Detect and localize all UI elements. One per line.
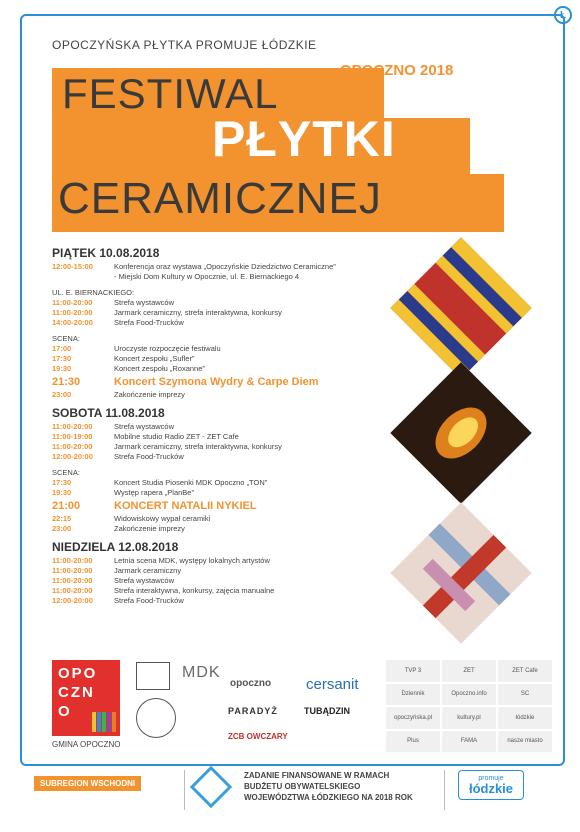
row-time: 17:00 xyxy=(52,344,72,353)
schedule-row xyxy=(52,432,392,442)
headline-concert-row xyxy=(52,374,392,390)
sponsor-logo: FAMA xyxy=(442,731,496,753)
row-desc: Zakończenie imprezy xyxy=(114,390,185,399)
row-desc: Koncert zespołu „Sufler” xyxy=(114,354,195,363)
schedule-row xyxy=(52,586,392,596)
row-time xyxy=(52,272,114,282)
schedule-row xyxy=(52,556,392,566)
opoczno-logo xyxy=(52,660,120,736)
poster-footer xyxy=(0,768,580,832)
funding-note xyxy=(244,770,413,803)
poster-subtitle: OPOCZYŃSKA PŁYTKA PROMUJE ŁÓDZKIE xyxy=(52,38,317,52)
schedule-row xyxy=(52,566,392,576)
sponsor-logo: Plus xyxy=(386,731,440,753)
row-desc: Jarmark ceramiczny, strefa interaktywna, konkursy xyxy=(114,308,282,317)
funding-line: ZADANIE FINANSOWANE W RAMACH xyxy=(244,771,390,780)
budget-logo-icon xyxy=(190,766,232,808)
library-logo xyxy=(136,698,176,738)
title-ceramicznej: CERAMICZNEJ xyxy=(58,174,382,223)
row-desc: Strefa interaktywna, konkursy, zajęcia manualne xyxy=(114,586,275,595)
footer-divider xyxy=(444,770,445,810)
cersanit-logo: cersanit xyxy=(306,676,359,693)
row-desc: - Miejski Dom Kultury w Opocznie, ul. E. Biernackiego 4 xyxy=(114,272,300,281)
promuje-lodzkie-logo xyxy=(458,770,524,800)
sponsor-logo: łódzkie xyxy=(498,707,552,729)
museum-logo xyxy=(136,662,170,690)
schedule-row xyxy=(52,422,392,432)
zcb-owczary-logo: ZCB OWCZARY xyxy=(228,732,288,741)
row-time: 11:00-20:00 xyxy=(52,586,93,595)
row-time: 11:00-20:00 xyxy=(52,308,93,317)
row-time: 17:30 xyxy=(52,478,72,487)
logo-text: CZN xyxy=(58,684,95,701)
schedule-row xyxy=(52,344,392,354)
row-time: 11:00-19:00 xyxy=(52,432,93,441)
gmina-label: GMINA OPOCZNO xyxy=(52,740,121,749)
row-desc: Koncert Szymona Wydry & Carpe Diem xyxy=(114,376,319,388)
paradyz-logo: PARADYŻ xyxy=(228,706,278,716)
schedule-row xyxy=(52,576,392,586)
schedule-row xyxy=(52,262,392,272)
sponsor-logo: SC xyxy=(498,684,552,706)
row-time: 23:00 xyxy=(52,524,72,533)
saturday-heading: SOBOTA 11.08.2018 xyxy=(52,406,165,420)
media-sponsors xyxy=(386,660,552,752)
row-desc: Koncert Studia Piosenki MDK Opoczno „TON” xyxy=(114,478,268,487)
row-desc: Strefa wystawców xyxy=(114,576,175,585)
schedule-row xyxy=(52,390,392,400)
schedule-row xyxy=(52,318,392,328)
schedule-row xyxy=(52,488,392,498)
row-time: 19:30 xyxy=(52,488,72,497)
row-desc: Występ rapera „PlanBe” xyxy=(114,488,194,497)
schedule-row xyxy=(52,478,392,488)
funding-line: WOJEWÓDZTWA ŁÓDZKIEGO NA 2018 ROK xyxy=(244,793,413,802)
opoczno-brand-logo: opoczno xyxy=(230,678,272,689)
row-time: 12:00-20:00 xyxy=(52,452,93,461)
row-desc: Jarmark ceramiczny xyxy=(114,566,182,575)
sponsor-logo: nasze miasto xyxy=(498,731,552,753)
row-desc: KONCERT NATALII NYKIEL xyxy=(114,500,257,512)
row-time: 11:00-20:00 xyxy=(52,576,93,585)
footer-divider xyxy=(184,770,185,810)
row-desc: Letnia scena MDK, występy lokalnych artystów xyxy=(114,556,270,565)
sponsor-logo: Dziennik xyxy=(386,684,440,706)
row-time: 21:00 xyxy=(52,500,81,512)
sponsor-logo: TVP 3 xyxy=(386,660,440,682)
saturday-stage-heading: SCENA: xyxy=(52,468,80,477)
mdk-logo: MDK xyxy=(182,664,221,681)
row-desc: Strefa wystawców xyxy=(114,298,175,307)
row-desc: Zakończenie imprezy xyxy=(114,524,185,533)
schedule-row xyxy=(52,596,392,606)
row-time: 22:15 xyxy=(52,514,72,523)
row-time: 19:30 xyxy=(52,364,72,373)
schedule-row xyxy=(52,442,392,452)
festival-program xyxy=(52,240,392,606)
sponsor-logo: ZET Cafe xyxy=(498,660,552,682)
row-desc: Jarmark ceramiczny, strefa interaktywna, konkursy xyxy=(114,442,282,451)
row-desc: Strefa Food-Trucków xyxy=(114,452,184,461)
row-desc: Mobilne studio Radio ZET - ZET Cafe xyxy=(114,432,239,441)
sponsor-logo: opoczyńska.pl xyxy=(386,707,440,729)
row-desc: Strefa wystawców xyxy=(114,422,175,431)
city-year: OPOCZNO 2018 xyxy=(340,62,454,79)
lodzkie-corner-badge: Ł xyxy=(554,6,572,24)
title-festiwal: FESTIWAL xyxy=(62,70,279,117)
schedule-row xyxy=(52,514,392,524)
row-time: 11:00-20:00 xyxy=(52,442,93,451)
row-time: 21:30 xyxy=(52,376,81,388)
sunday-heading: NIEDZIELA 12.08.2018 xyxy=(52,540,179,554)
row-time: 17:30 xyxy=(52,354,72,363)
friday-stage-heading: SCENA: xyxy=(52,334,80,343)
headline-concert-row xyxy=(52,498,392,514)
schedule-row xyxy=(52,354,392,364)
logo-text: OPO xyxy=(58,665,98,682)
row-time: 14:00-20:00 xyxy=(52,318,93,327)
row-time: 23:00 xyxy=(52,390,72,399)
logo-text: O xyxy=(58,703,72,720)
schedule-row xyxy=(52,298,392,308)
funding-line: BUDŻETU OBYWATELSKIEGO xyxy=(244,782,361,791)
row-time: 11:00-20:00 xyxy=(52,422,93,431)
schedule-row xyxy=(52,524,392,534)
subregion-label: SUBREGION WSCHODNI xyxy=(34,776,141,791)
tubadzin-logo: TUBĄDZIN xyxy=(304,706,350,716)
schedule-row xyxy=(52,452,392,462)
schedule-row xyxy=(52,272,392,282)
row-time: 11:00-20:00 xyxy=(52,556,93,565)
row-desc: Konferencja oraz wystawa „Opoczyńskie Dziedzictwo Ceramiczne” xyxy=(114,262,336,271)
friday-street-heading: UL. E. BIERNACKIEGO: xyxy=(52,288,135,297)
sponsor-logo: kultury.pl xyxy=(442,707,496,729)
row-time: 12:00-20:00 xyxy=(52,596,93,605)
row-desc: Uroczyste rozpoczęcie festiwalu xyxy=(114,344,221,353)
sponsor-logo: ZET xyxy=(442,660,496,682)
row-time: 12:00-15:00 xyxy=(52,262,93,271)
row-desc: Strefa Food-Trucków xyxy=(114,596,184,605)
row-desc: Strefa Food-Trucków xyxy=(114,318,184,327)
lodzkie-top-text: promuje xyxy=(478,775,504,782)
schedule-row xyxy=(52,308,392,318)
row-desc: Koncert zespołu „Roxanne” xyxy=(114,364,205,373)
schedule-row xyxy=(52,364,392,374)
sponsor-logo: Opoczno.info xyxy=(442,684,496,706)
row-time: 11:00-20:00 xyxy=(52,298,93,307)
lodzkie-name: łódzkie xyxy=(468,781,514,796)
title-plytki: PŁYTKI xyxy=(212,111,396,167)
friday-heading: PIĄTEK 10.08.2018 xyxy=(52,246,160,260)
color-bars-icon xyxy=(92,712,116,732)
partner-logos xyxy=(52,656,552,758)
row-desc: Widowiskowy wypał ceramiki xyxy=(114,514,211,523)
row-time: 11:00-20:00 xyxy=(52,566,93,575)
